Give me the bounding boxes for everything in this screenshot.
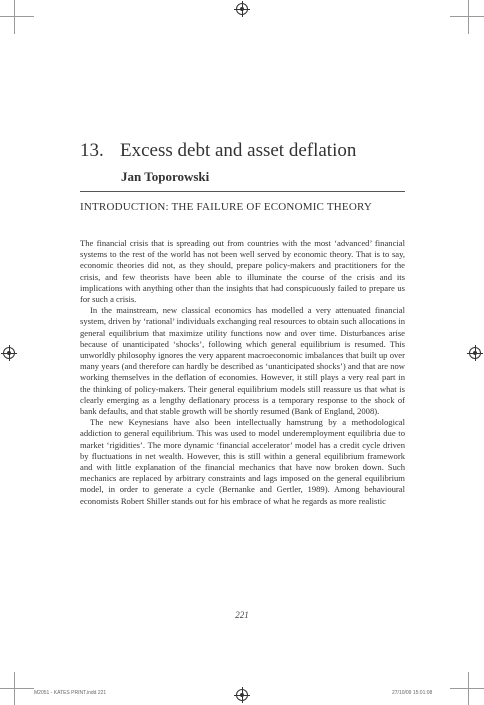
paragraph: The financial crisis that is spreading out from countries with the most ‘advanced’ financial systems to the rest of the world has not been well served by economic theory. That is to say, economic theories did not, as they should, prepare policy-makers and practitioners for the crisis, and few theorists have been able to illuminate the course of the crisis and its implications with anything other than the insights that had conspicuously failed to prepare us for such a crisis. — [80, 238, 405, 305]
registration-mark-icon — [236, 3, 248, 15]
chapter-heading — [80, 140, 356, 162]
print-slug-file: M2051 - KATES PRINT.indd 221 — [34, 690, 107, 696]
crop-mark — [14, 0, 15, 34]
section-heading: INTRODUCTION: THE FAILURE OF ECONOMIC THEORY — [80, 201, 373, 213]
registration-mark-icon — [236, 689, 248, 701]
body-text — [80, 238, 405, 507]
crop-mark — [468, 0, 469, 34]
paragraph: In the mainstream, new classical economics has modelled a very attenuated financial system, driven by ‘rational’ individuals exchanging real resources to obtain such allocations in general equilibrium that maximize utility functions now and over time. Disturbances arise because of unanticipated ‘shocks’, following which general equilibrium is resumed. This unworldly philosophy ignores the very apparent macroeconomic imbalances that built up over many years (and therefore can hardly be described as ‘unanticipated shocks’) and that are now working themselves in the deflation of economies. However, it still plays a very real part in the thinking of policy-makers. Their general equilibrium models still reassure us that what is clearly emerging as a lengthy deflationary process is a temporary response to the shock of bank defaults, and that stable growth will be shortly resumed (Bank of England, 2008). — [80, 305, 405, 417]
chapter-title: Excess debt and asset deflation — [120, 140, 357, 161]
crop-mark — [450, 16, 484, 17]
chapter-number: 13. — [80, 140, 104, 161]
page-number: 221 — [235, 610, 249, 620]
crop-mark — [450, 688, 484, 689]
print-slug-date: 27/10/09 15:01:08 — [392, 690, 433, 696]
crop-mark — [0, 688, 34, 689]
paragraph: The new Keynesians have also been intellectually hamstrung by a methodological addiction to general equilibrium. This was used to model underemployment equilibria due to market ‘rigidities’. The more dynamic ‘financial accelerator’ model has a credit cycle driven by fluctuations in net wealth. However, this is still within a general equilibrium framework and with little explanation of the financial mechanics that have now broken down. Such mechanics are replaced by arbitrary constraints and lags imposed on the general equilibrium model, in order to generate a cycle (Bernanke and Gertler, 1989). Among behavioural economists Robert Shiller stands out for his embrace of what he regards as more realistic — [80, 417, 405, 506]
chapter-author: Jan Toporowski — [121, 169, 210, 184]
crop-mark — [0, 16, 34, 17]
registration-mark-icon — [3, 347, 15, 359]
registration-mark-icon — [469, 347, 481, 359]
heading-rule — [80, 191, 405, 192]
